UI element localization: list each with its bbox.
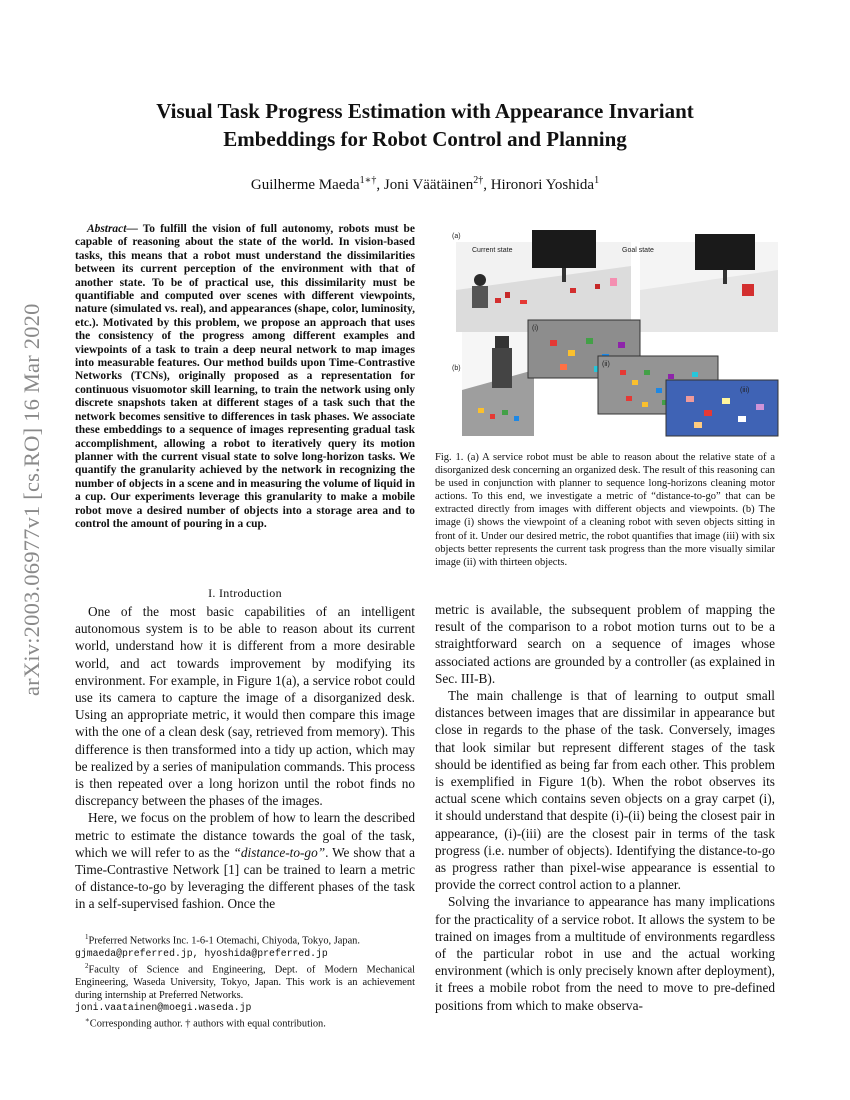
- panel-ii-object: [692, 372, 698, 377]
- footnote-3-text: Corresponding author. † authors with equal contribution.: [89, 1018, 326, 1030]
- panel-ii-object: [656, 388, 662, 393]
- author-1-affil: 1∗†: [359, 175, 377, 186]
- panel-ii-label: (ii): [602, 361, 610, 368]
- title-line-1: Visual Task Progress Estimation with Appearance Invariant: [156, 99, 694, 123]
- desk-object: [570, 288, 576, 293]
- robot-head: [474, 274, 486, 286]
- panel-ii-object: [626, 396, 632, 401]
- panel-i-label: (i): [532, 325, 539, 332]
- footnote-1-mark: 1: [85, 933, 89, 941]
- desk-object: [595, 284, 600, 289]
- goal-storage-box: [742, 284, 754, 296]
- panel-ii-object: [620, 370, 626, 375]
- panel-ii-object: [644, 370, 650, 375]
- intro-paragraph-invariance: Solving the invariance to appearance has many implications for the practicality of a service robot. It allows the system to be trained on images from a multitude of environments regardless of the particular robot in use and the actual working environment (which is only precisely known after deployment), it frees a mobile robot from the need to move to pre-defined positions from which to make observa-: [435, 894, 775, 1013]
- panel-ii-object: [668, 374, 674, 379]
- footnote-2: [75, 960, 415, 1014]
- intro-paragraph-challenge: The main challenge is that of learning to output small distances between images that are dissimilar in appearance but close in regards to the phase of the task. Conversely, images that look similar but represent different stages of the task should be identified as being far from each other. This problem is exemplified in Figure 1(b). When the robot observes its actual scene which contains seven objects on a gray carpet (i), it should understand that despite (i)-(ii) being the closest pair in appearance, (i)-(iii) are the closest pair in terms of the task progress (i.e. number of objects). Identifying the distance-to-go as progress rather than pixel-wise appearance is essential to provide the correct control action to a planner.: [435, 688, 775, 893]
- intro-paragraph-2-end: . We show that a Time-Contrastive Network [1] can be trained to learn a metric of distance-to-go by leveraging the different phases of the task in a self-supervised fashion. Once the: [75, 844, 415, 912]
- carpet-object: [478, 408, 484, 413]
- figure-1-illustration: [450, 220, 780, 438]
- abstract-label: Abstract: [87, 223, 127, 235]
- title-line-2: Embeddings for Robot Control and Planning: [223, 127, 627, 151]
- figure-1: [450, 220, 780, 438]
- paper-title: [80, 97, 770, 153]
- figure-label-b: (b): [452, 365, 461, 372]
- desk-object: [495, 298, 501, 303]
- footnote-1: [75, 931, 415, 960]
- intro-paragraph-2: [75, 809, 415, 912]
- footnotes: [75, 931, 415, 1031]
- goal-state-label: Goal state: [622, 247, 654, 254]
- current-monitor: [532, 230, 596, 268]
- left-column-body: [75, 603, 415, 913]
- author-2-affil: 2†: [473, 175, 484, 186]
- panel-ii-object: [642, 402, 648, 407]
- panel-i-object: [568, 350, 575, 356]
- desk-object: [520, 300, 527, 304]
- carpet-object: [514, 416, 519, 421]
- goal-monitor-stand: [723, 270, 727, 284]
- panel-iii-object: [722, 398, 730, 404]
- robot-body: [472, 286, 488, 308]
- panel-iii-object: [704, 410, 712, 416]
- author-1-name: Guilherme Maeda: [250, 177, 360, 193]
- abstract: [75, 223, 415, 531]
- panel-iii-label: (iii): [740, 387, 750, 394]
- right-column-body: [435, 601, 775, 1014]
- footnote-2-mark: 2: [85, 962, 89, 971]
- carpet-object: [490, 414, 495, 419]
- footnote-3-mark: ∗: [85, 1016, 90, 1025]
- author-3-affil: 1: [594, 175, 600, 186]
- panel-iii-object: [686, 396, 694, 402]
- footnote-3: [75, 1014, 415, 1031]
- figure-1-caption: Fig. 1. (a) A service robot must be able to reason about the relative state of a disorganized desk concerning an organized desk. The result of this reasoning can be used in conjunction with planner to sequence long-horizons cleaning motor actions. To this end, we investigate a metric of “distance-to-go” that can be extracted directly from images with different objects and viewpoints. (b) The image (i) shows the viewpoint of a cleaning robot with seven objects sitting in front of it. Under our desired metric, the robot quantifies that image (iii) with six objects better represents the current task progress than the more visually similar image (ii) with thirteen objects.: [435, 452, 775, 568]
- panel-i-object: [550, 340, 557, 346]
- panel-i-object: [618, 342, 625, 348]
- section-heading-introduction: I. Introduction: [208, 586, 282, 600]
- goal-monitor: [695, 234, 755, 270]
- current-state-label: Current state: [472, 247, 513, 254]
- abstract-text: — To fulfill the vision of full autonomy, robots must be capable of reasoning about the state of the world. In vision-based tasks, this means that a robot must understand the dissimilarities between its current perception of the environment with that of another state. To be of practical use, this dissimilarity must be quantifiable and computed over scenes with different viewpoints, nature (simulated vs. real), and appearances (shape, color, luminosity, etc.). Motivated by this problem, we propose an approach that uses the consistency of the progress among different examples and viewpoints of a task to train a deep neural network to map images into measurable features. Our method builds upon Time-Contrastive Networks (TCNs), originally proposed as a representation for continuous visuomotor skill learning, to train the network using only discrete snapshots taken at different stages of a task such that the network becomes sensitive to differences in task phases. We associate these embeddings to a sequence of images representing gradual task accomplishment, allowing a robot to iteratively query its motion planner with the current visual state to solve long-horizon tasks. We quantify the granularity achieved by the network in recognizing the number of objects in a scene and in measuring the volume of liquid in a cup. Our experiments leverage this granularity to make a mobile robot move a desired number of objects into a storage area and to control the amount of pouring in a cup.: [75, 223, 415, 530]
- desk-object: [505, 292, 510, 298]
- author-3-name: Hironori Yoshida: [490, 177, 595, 193]
- cleaning-robot-body: [492, 348, 512, 388]
- distance-to-go-term: “distance-to-go”: [233, 844, 326, 860]
- intro-paragraph-continued: metric is available, the subsequent problem of mapping the result of the comparison to a robot motion turns out to be a straightforward search on a sequence of images whose associated actions are grounded by a controller (as explained in Sec. III-B).: [435, 602, 775, 686]
- figure-label-a: (a): [452, 233, 461, 240]
- panel-iii-object: [756, 404, 764, 410]
- cleaning-robot-head: [495, 336, 509, 348]
- author-2-name: Joni Väätäinen: [383, 177, 474, 193]
- intro-paragraph-1: One of the most basic capabilities of an intelligent autonomous system is to be able to reason about its current world, understand how it is different from a more desirable world, and act towards improvement by modifying its environment. For example, in Figure 1(a), a service robot could use its camera to capture the image of a disorganized desk. Using an appropriate metric, it would then compare this image with the one of a clean desk (say, retrieved from memory). This difference is then transformed into a tidy up action, which may be realized by a series of manipulation commands. This process is then repeated over a long horizon until the robot finds no discrepancy between the phases of the images.: [75, 604, 415, 809]
- desk-object: [610, 278, 617, 286]
- panel-iii-object: [694, 422, 702, 428]
- panel-ii-object: [632, 380, 638, 385]
- footnote-2-text: Faculty of Science and Engineering, Dept. of Modern Mechanical Engineering, Waseda University, Tokyo, Japan. This work is an achievement during internship at Preferred Networks.: [75, 964, 415, 1001]
- arxiv-identifier-stamp: arXiv:2003.06977v1 [cs.RO] 16 Mar 2020: [19, 303, 44, 697]
- panel-i-object: [586, 338, 593, 344]
- panel-iii-object: [738, 416, 746, 422]
- current-monitor-stand: [562, 268, 566, 282]
- footnote-1-email[interactable]: gjmaeda@preferred.jp, hyoshida@preferred.jp: [75, 947, 328, 959]
- footnote-1-text: Preferred Networks Inc. 1-6-1 Otemachi, Chiyoda, Tokyo, Japan.: [88, 935, 360, 947]
- author-list: Guilherme Maeda$^{1∗\dagger}$, Joni Väätäinen$^{2\dagger}$, Hironori Yoshida$^1$: [250, 175, 600, 193]
- carpet-object: [502, 410, 508, 415]
- footnote-2-email[interactable]: joni.vaatainen@moegi.waseda.jp: [75, 1001, 252, 1013]
- panel-i-object: [560, 364, 567, 370]
- intro-paragraph-2-start: Here, we focus on the problem of how to learn the described metric to estimate the distance towards the goal of the task, which we will refer to as the: [75, 810, 415, 860]
